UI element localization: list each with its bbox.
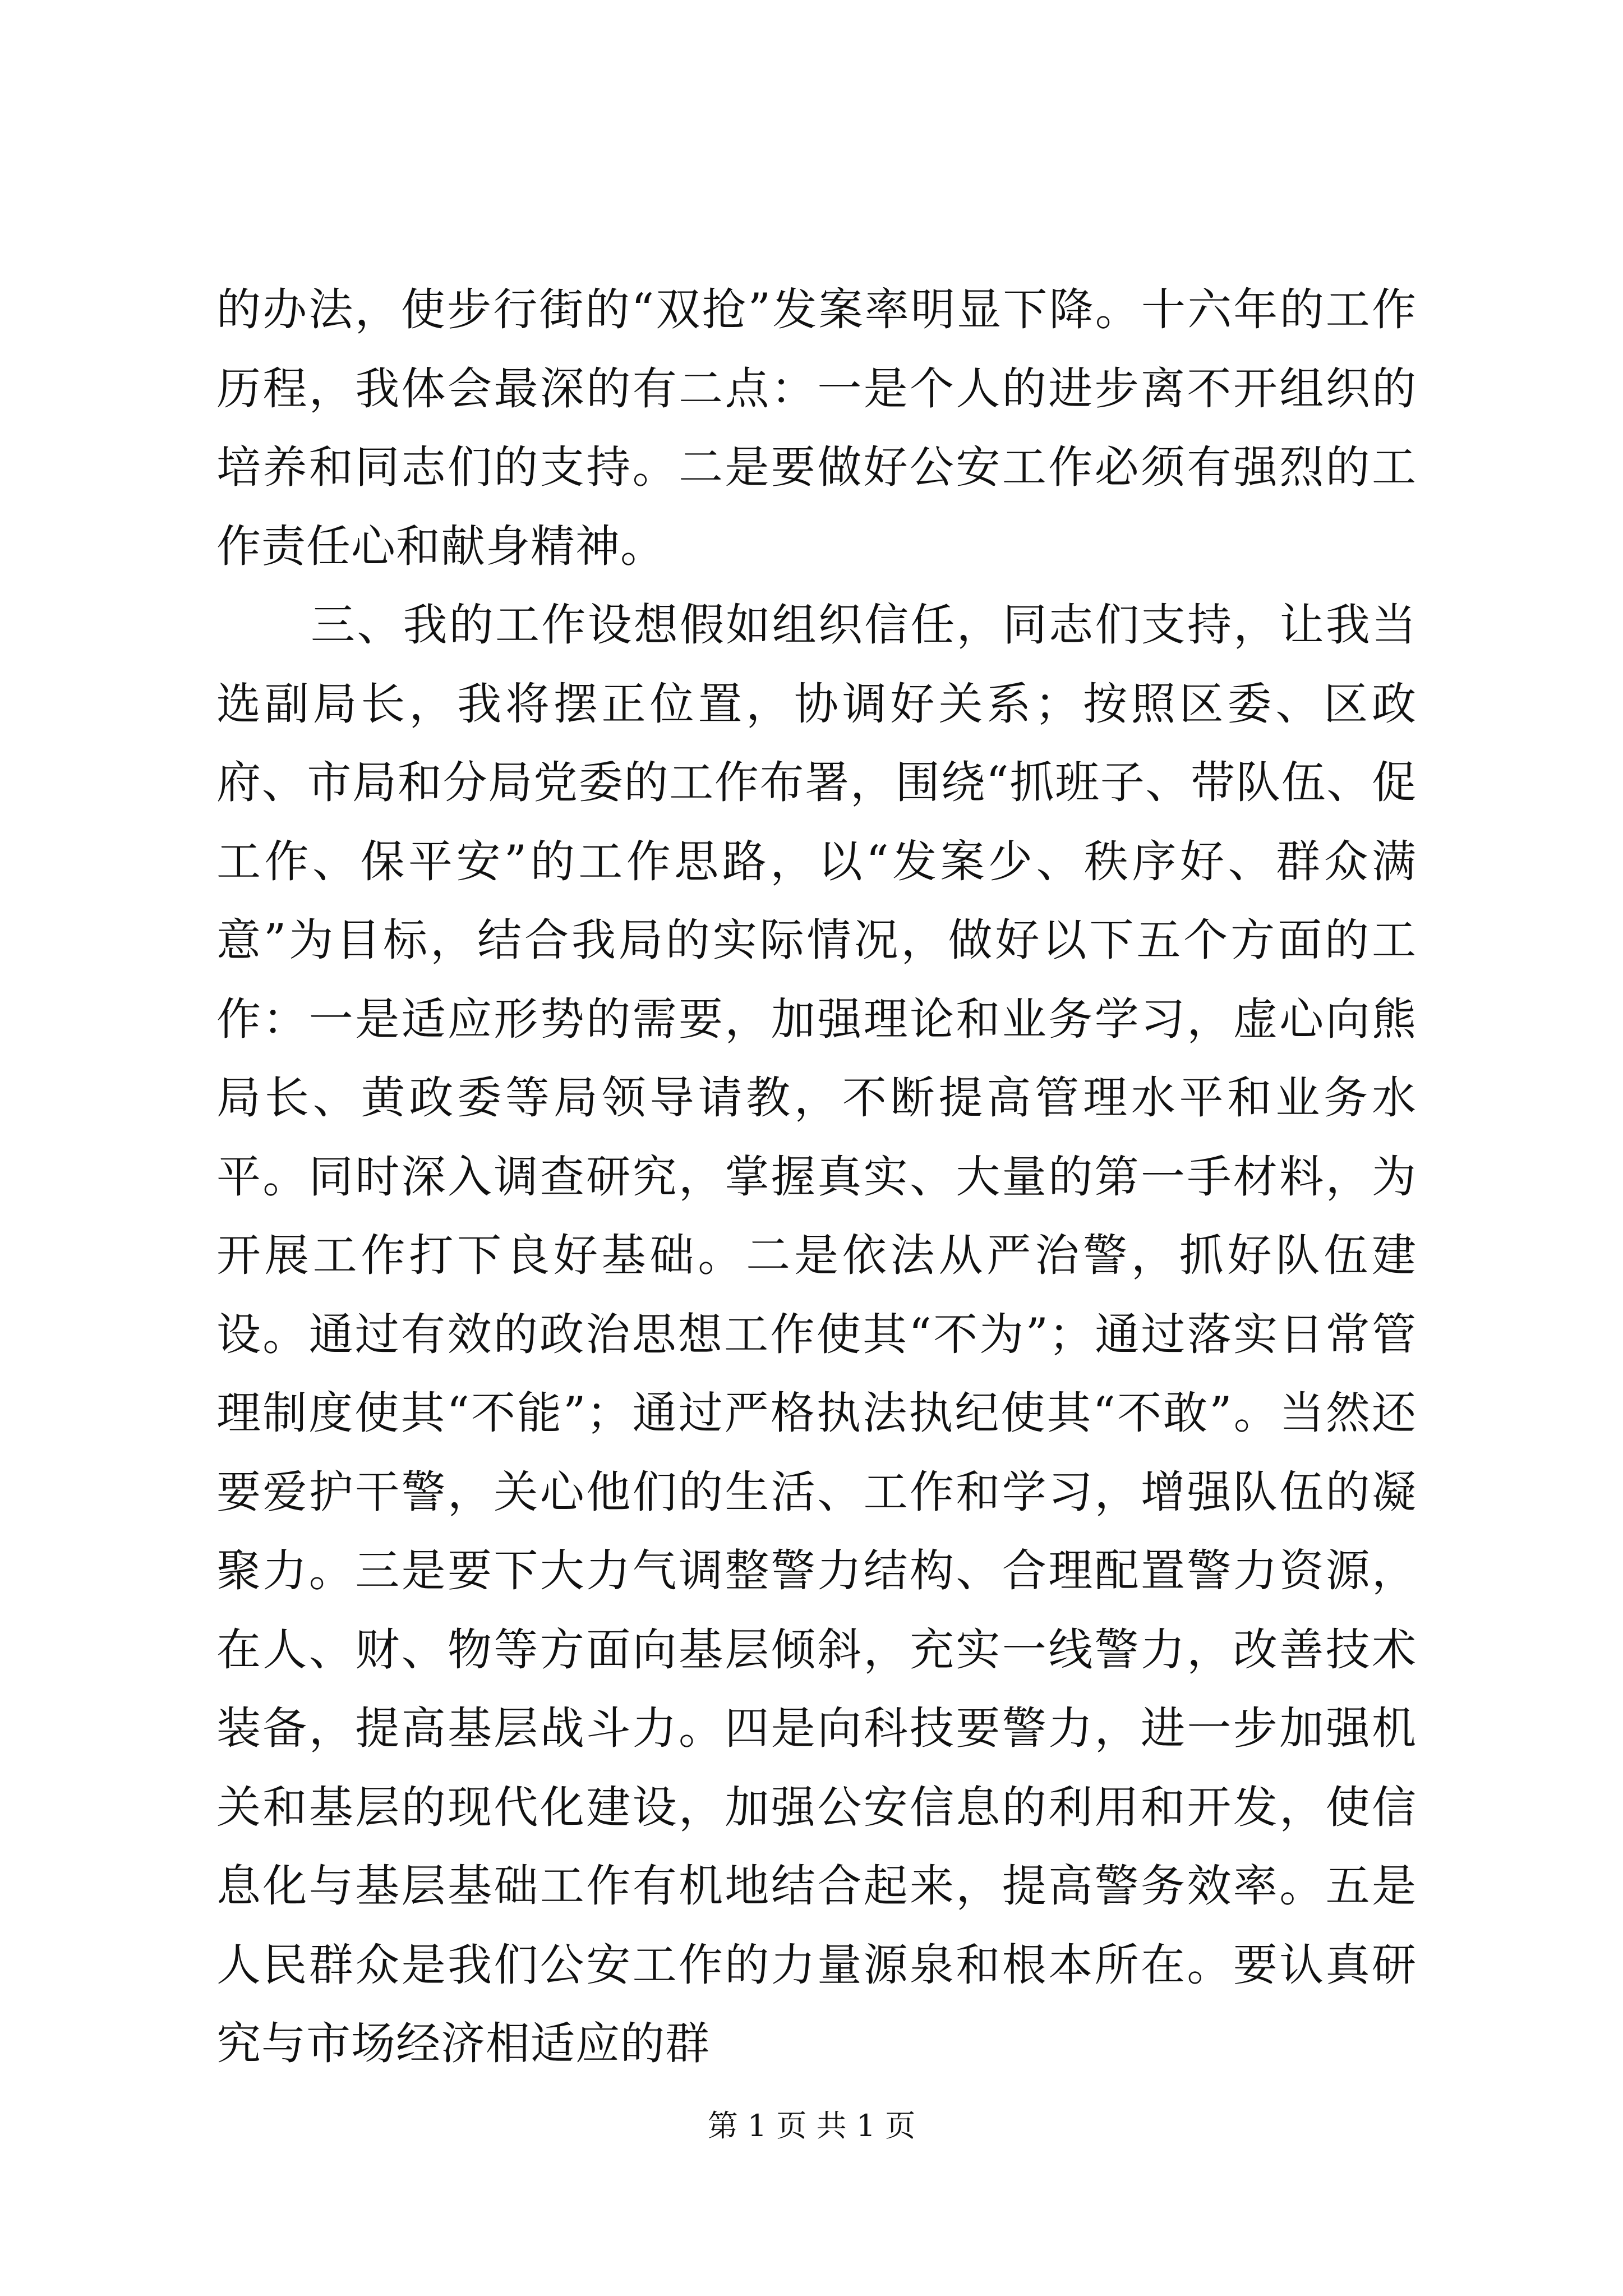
document-body xyxy=(216,270,1417,2083)
page-number-footer: 第 1 页 共 1 页 xyxy=(707,2108,916,2143)
paragraph-continuation: 的办法，使步行街的“双抢”发案率明显下降。十六年的工作历程，我体会最深的有二点：一是个人的进步离不开组织的培养和同志们的支持。二是要做好公安工作必须有强烈的工作责任心和献身精神。 xyxy=(216,284,1417,572)
paragraph-work-plan: 三、我的工作设想假如组织信任，同志们支持，让我当选副局长，我将摆正位置，协调好关系；按照区委、区政府、市局和分局党委的工作布署，围绕“抓班子、带队伍、促工作、保平安”的工作思路，以“发案少、秩序好、群众满意”为目标，结合我局的实际情况，做好以下五个方面的工作：一是适应形势的需要，加强理论和业务学习，虚心向熊局长、黄政委等局领导请教，不断提高管理水平和业务水平。同时深入调查研究，掌握真实、大量的第一手材料，为开展工作打下良好基础。二是依法从严治警，抓好队伍建设。通过有效的政治思想工作使其“不为”；通过落实日常管理制度使其“不能”；通过严格执法执纪使其“不敢”。当然还要爱护干警，关心他们的生活、工作和学习，增强队伍的凝聚力。三是要下大力气调整警力结构、合理配置警力资源，在人、财、物等方面向基层倾斜，充实一线警力，改善技术装备，提高基层战斗力。四是向科技要警力，进一步加强机关和基层的现代化建设，加强公安信息的利用和开发，使信息化与基层基础工作有机地结合起来，提高警务效率。五是人民群众是我们公安工作的力量源泉和根本所在。要认真研究与市场经济相适应的群 xyxy=(216,599,1417,2069)
